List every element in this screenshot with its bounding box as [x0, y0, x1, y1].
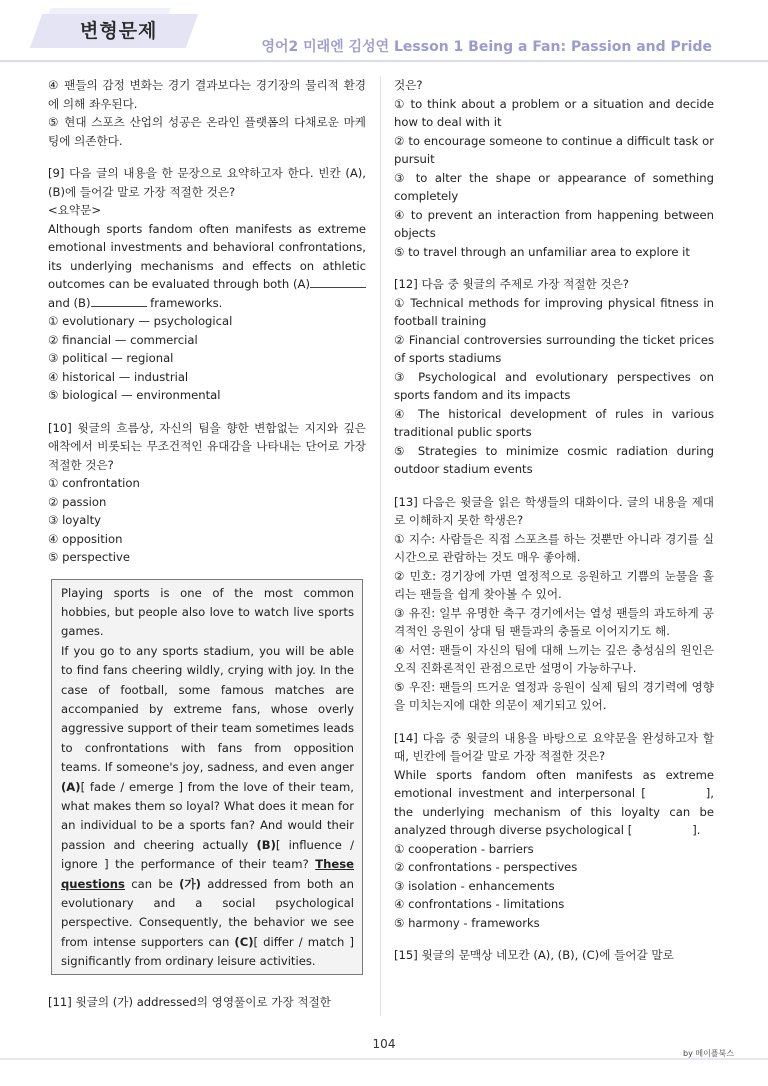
column-divider: [380, 76, 381, 1016]
footer-divider: [0, 1058, 768, 1060]
q9-option: ② financial — commercial: [48, 332, 198, 347]
q9-summary-label: <요약문>: [48, 203, 102, 217]
mark-b: (B): [256, 837, 276, 852]
right-column: [394, 76, 714, 965]
q9-option: ⑤ biological — environmental: [48, 388, 221, 402]
q11-stem: [11] 윗글의 (가) addressed의 영영풀이로 가장 적절한: [48, 994, 331, 1009]
reading-passage-box: [51, 579, 363, 975]
q13-option: ① 지수: 사람들은 직접 스포츠를 하는 것뿐만 아니라 경기를 실시간으로 관람하는 것도 매우 좋아해.: [394, 531, 714, 564]
q11-option: ① to think about a problem or a situation and decide how to deal with it: [394, 96, 714, 129]
q14-option: ③ isolation - enhancements: [394, 878, 555, 893]
q11-option: ③ to alter the shape or appearance of something completely: [394, 170, 714, 203]
mark-ga: (가): [179, 876, 201, 891]
q9-stem: [9] 다음 글의 내용을 한 문장으로 요약하고자 한다. 빈칸 (A), (B)에 들어갈 말로 가장 적절한 것은?: [48, 166, 366, 199]
q14-option: ④ confrontations - limitations: [394, 897, 565, 911]
q10-option: ③ loyalty: [48, 513, 101, 527]
q14-option: ⑤ harmony - frameworks: [394, 915, 540, 930]
q14-summary: While sports fandom often manifests as extreme emotional investment and interpersonal [ ], the underlying mechanism of this loyalty can be analyzed through diverse psychological [ ].: [394, 767, 714, 837]
mark-c: (C): [234, 934, 254, 949]
choice-b: [ influence / ignore ]: [61, 837, 354, 872]
q13-option: ② 민호: 경기장에 가면 열정적으로 응원하고 기쁨의 눈물을 흘리는 팬들을 쉽게 찾아볼 수 있어.: [394, 568, 714, 601]
q15-stem: [15] 윗글의 문맥상 네모칸 (A), (B), (C)에 들어갈 말로: [394, 948, 674, 962]
q11-stem-cont: 것은?: [394, 78, 423, 92]
publisher-brand: by 메이플북스: [683, 1049, 734, 1058]
q10-option: ⑤ perspective: [48, 550, 131, 564]
q14-option: ② confrontations - perspectives: [394, 860, 578, 874]
page-number: 104: [372, 1037, 396, 1051]
q9-option: ④ historical — industrial: [48, 369, 189, 384]
mark-a: (A): [61, 779, 81, 794]
q10-stem: [10] 윗글의 흐름상, 자신의 팀을 향한 변함없는 지지와 깊은 애착에서 비롯되는 무조건적인 유대감을 나타내는 단어로 가장 적절한 것은?: [48, 420, 366, 472]
q9-option: ③ political — regional: [48, 351, 174, 365]
q10-option: ④ opposition: [48, 531, 123, 546]
q8-option-4: ④ 팬들의 감정 변화는 경기 결과보다는 경기장의 물리적 환경에 의해 좌우된다.: [48, 78, 366, 111]
q12-stem: [12] 다음 중 윗글의 주제로 가장 적절한 것은?: [394, 277, 629, 291]
q10-option: ② passion: [48, 494, 107, 509]
page-header: [0, 0, 768, 64]
header-tag: 변형문제: [80, 20, 158, 42]
choice-a: [ fade / emerge ]: [80, 779, 183, 794]
q12-option: ② Financial controversies surrounding the ticket prices of sports stadiums: [394, 332, 714, 365]
q13-option: ④ 서연: 팬들이 자신의 팀에 대해 느끼는 깊은 충성심의 원인은 오직 진화론적인 관점으로만 설명이 가능하구나.: [394, 642, 714, 675]
blank-a: [310, 276, 366, 288]
q12-option: ⑤ Strategies to minimize cosmic radiation during outdoor stadium events: [394, 443, 714, 476]
q11-option: ⑤ to travel through an unfamiliar area to explore it: [394, 244, 690, 259]
q11-option: ② to encourage someone to continue a difficult task or pursuit: [394, 133, 714, 166]
header-title: 영어2 미래엔 김성연 Lesson 1 Being a Fan: Passion and Pride: [261, 39, 712, 55]
passage-paragraph-2: If you go to any sports stadium, you will be able to find fans cheering wildly, crying with joy. In the case of football, some famous matches are accompanied by extreme fans, whose overly aggressive support of their team sometimes leads to confrontations with fans from opposition teams. If someone's joy, sadness, and even anger (A)[ fade / emerge ] from the love of their team, what makes them so loyal? What does it mean for an individual to be a sports fan? And would their passion and cheering actually (B)[ influence / ignore ] the performance of their team? These questions can be (가) addressed from both an evolutionary and a social psychological perspective. Consequently, the behavior we see from intense supporters can (C)[ differ / match ] significantly from ordinary leisure activities.: [61, 643, 355, 969]
q14-stem: [14] 다음 중 윗글의 내용을 바탕으로 요약문을 완성하고자 할 때, 빈칸에 들어갈 말로 가장 적절한 것은?: [394, 730, 714, 763]
q8-option-5: ⑤ 현대 스포츠 산업의 성공은 온라인 플랫폼의 다채로운 마케팅에 의존한다.: [48, 115, 366, 148]
underlined-phrase: These questions: [61, 857, 355, 891]
q12-option: ① Technical methods for improving physical fitness in football training: [394, 295, 714, 328]
blank-b: [91, 295, 147, 307]
passage-paragraph-1: Playing sports is one of the most common hobbies, but people also love to watch live sports games.: [61, 585, 354, 639]
q14-option: ① cooperation - barriers: [394, 841, 534, 856]
q12-option: ③ Psychological and evolutionary perspectives on sports fandom and its impacts: [394, 369, 714, 402]
left-column: [48, 76, 366, 1011]
q13-option: ③ 유진: 일부 유명한 축구 경기에서는 열성 팬들의 과도하게 공격적인 응원이 상대 팀 팬들과의 충돌로 이어지기도 해.: [394, 605, 714, 638]
q12-option: ④ The historical development of rules in various traditional public sports: [394, 406, 714, 439]
q13-stem: [13] 다음은 윗글을 읽은 학생들의 대화이다. 글의 내용을 제대로 이해하지 못한 학생은?: [394, 494, 714, 527]
q13-option: ⑤ 우진: 팬들의 뜨거운 열정과 응원이 실제 팀의 경기력에 영향을 미치는지에 대한 의문이 제기되고 있어.: [394, 679, 714, 712]
q9-summary: Although sports fandom often manifests as extreme emotional investments and behavioral confrontations, its underlying mechanisms and effects on athletic outcomes can be evaluated through both (A) and (B) frameworks.: [48, 221, 366, 310]
header-divider: [0, 60, 768, 62]
q10-option: ① confrontation: [48, 476, 140, 490]
choice-c: [ differ / match ]: [253, 934, 354, 949]
q9-option: ① evolutionary — psychological: [48, 314, 233, 328]
q11-option: ④ to prevent an interaction from happening between objects: [394, 207, 714, 240]
